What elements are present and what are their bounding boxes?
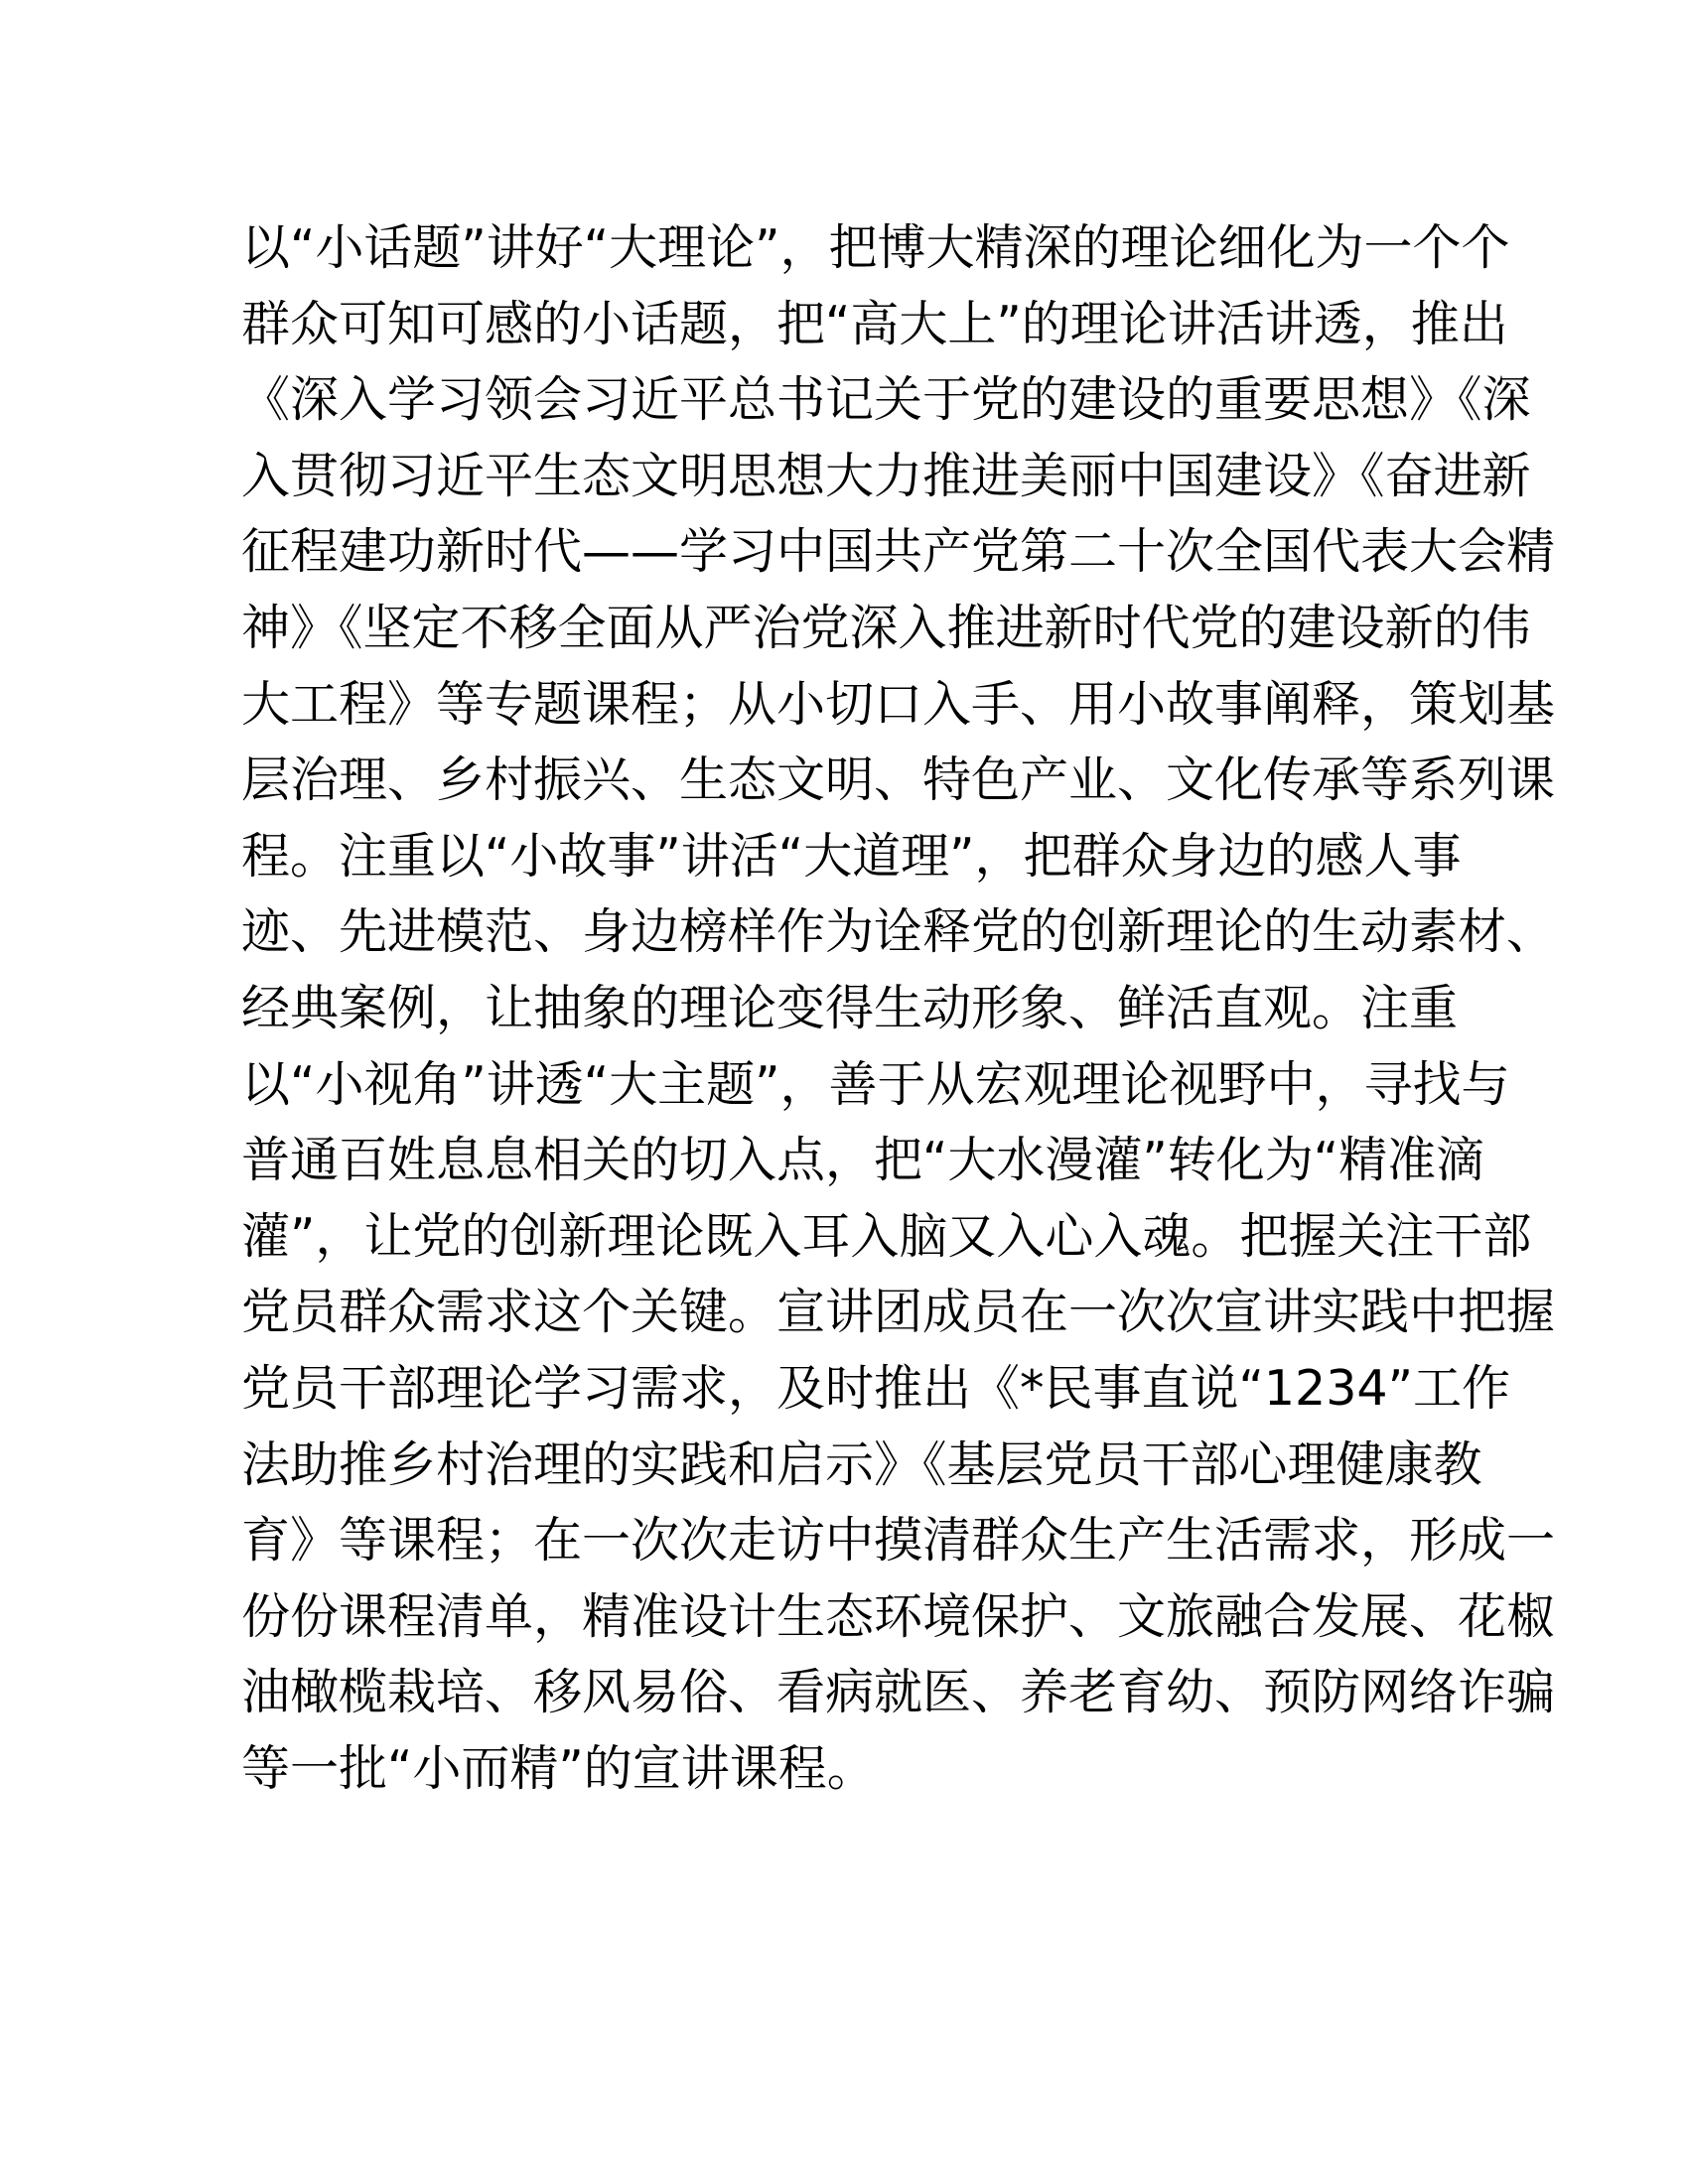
- paragraph-line: 份份课程清单，精准设计生态环境保护、文旅融合发展、花椒: [241, 1587, 1556, 1645]
- paragraph-line: 入贯彻习近平生态文明思想大力推进美丽中国建设》《奋进新: [241, 447, 1531, 504]
- paragraph-line: 灌”，让党的创新理论既入耳入脑又入心入魂。把握关注干部: [241, 1207, 1532, 1265]
- paragraph-line: 程。注重以“小故事”讲活“大道理”，把群众身边的感人事: [241, 827, 1462, 885]
- document-body: [241, 210, 1556, 1807]
- paragraph-line: 以“小视角”讲透“大主题”，善于从宏观理论视野中，寻找与: [241, 1055, 1510, 1113]
- paragraph-line: 经典案例，让抽象的理论变得生动形象、鲜活直观。注重: [241, 979, 1459, 1036]
- paragraph-line: 普通百姓息息相关的切入点，把“大水漫灌”转化为“精准滴: [241, 1132, 1485, 1189]
- paragraph-line: 迹、先进模范、身边榜样作为诠释党的创新理论的生动素材、: [241, 903, 1556, 961]
- paragraph-line: 神》《坚定不移全面从严治党深入推进新时代党的建设新的伟: [241, 599, 1531, 656]
- paragraph-line: 育》等课程；在一次次走访中摸清群众生产生活需求，形成一: [241, 1512, 1556, 1570]
- paragraph-line: 党员群众需求这个关键。宣讲团成员在一次次宣讲实践中把握: [241, 1284, 1556, 1341]
- paragraph-line: 党员干部理论学习需求，及时推出《*民事直说“1234”工作: [241, 1359, 1510, 1417]
- paragraph-line: 法助推乡村治理的实践和启示》《基层党员干部心理健康教: [241, 1435, 1482, 1493]
- paragraph-line: 油橄榄栽培、移风易俗、看病就医、养老育幼、预防网络诈骗: [241, 1664, 1556, 1721]
- paragraph-line: 层治理、乡村振兴、生态文明、特色产业、文化传承等系列课: [241, 751, 1556, 809]
- paragraph-line: 大工程》等专题课程；从小切口入手、用小故事阐释，策划基: [241, 675, 1556, 733]
- paragraph-line: 以“小话题”讲好“大理论”，把博大精深的理论细化为一个个: [241, 219, 1510, 276]
- paragraph-line: 群众可知可感的小话题，把“高大上”的理论讲活讲透，推出: [241, 295, 1508, 352]
- paragraph-line: 《深入学习领会习近平总书记关于党的建设的重要思想》《深: [241, 371, 1531, 429]
- paragraph-line: 等一批“小而精”的宣讲课程。: [241, 1739, 876, 1797]
- paragraph-line: 征程建功新时代——学习中国共产党第二十次全国代表大会精: [241, 523, 1556, 581]
